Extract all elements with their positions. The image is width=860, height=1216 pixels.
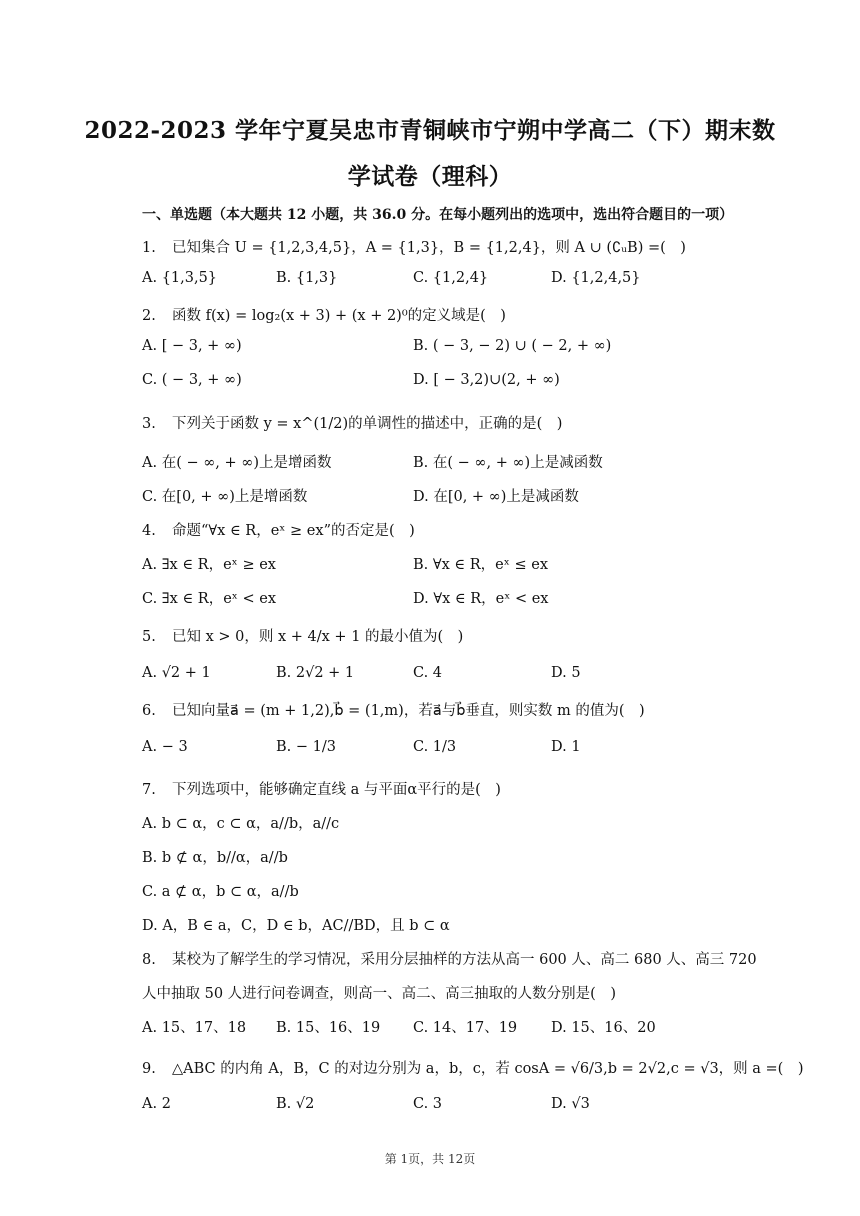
question-text: 函数 f(x) = log₂(x + 3) + (x + 2)⁰的定义域是( )	[172, 308, 506, 324]
question-number: 8.	[142, 952, 156, 968]
question-8-option-d: D. 15、16、20	[551, 1020, 656, 1036]
question-7	[142, 778, 501, 799]
question-text: 已知集合 U = {1,2,3,4,5}，A = {1,3}，B = {1,2,4}，则 A ∪ (∁ᵤB) =( )	[172, 240, 686, 256]
question-2-option-d: D. [ − 3,2)∪(2, + ∞)	[413, 372, 560, 388]
question-6-option-c: C. 1/3	[413, 739, 457, 755]
question-1-option-c: C. {1,2,4}	[413, 270, 489, 286]
question-text: 已知向量a⃗ = (m + 1,2),b⃗ = (1,m)，若a⃗与b⃗垂直，则实数 m 的值为( )	[172, 703, 645, 719]
question-6-option-a: A. − 3	[142, 739, 188, 755]
question-2-option-a: A. [ − 3, + ∞)	[142, 338, 242, 354]
question-6	[142, 699, 645, 720]
question-text: 下列关于函数 y = x^(1/2)的单调性的描述中，正确的是( )	[172, 416, 563, 432]
question-text: 已知 x > 0，则 x + 4/x + 1 的最小值为( )	[172, 629, 464, 645]
question-9-option-c: C. 3	[413, 1096, 443, 1112]
question-6-option-b: B. − 1/3	[276, 739, 336, 755]
question-9	[142, 1057, 804, 1078]
question-4-option-b: B. ∀x ∈ R，eˣ ≤ ex	[413, 557, 549, 573]
question-7-option-c: C. a ⊄ α，b ⊂ α，a//b	[142, 884, 299, 900]
question-3	[142, 412, 562, 433]
question-5-option-d: D. 5	[551, 665, 581, 681]
question-text: △ABC 的内角 A，B，C 的对边分别为 a，b，c，若 cosA = √6/3,b = 2√2,c = √3，则 a =( )	[172, 1061, 804, 1077]
question-7-option-b: B. b ⊄ α，b//α，a//b	[142, 850, 288, 866]
question-9-option-a: A. 2	[142, 1096, 171, 1112]
question-4-option-a: A. ∃x ∈ R，eˣ ≥ ex	[142, 557, 276, 573]
question-7-option-a: A. b ⊂ α，c ⊂ α，a//b，a//c	[142, 816, 340, 832]
question-8-continued: 人中抽取 50 人进行问卷调查，则高一、高二、高三抽取的人数分别是( )	[142, 986, 616, 1002]
question-2-option-c: C. ( − 3, + ∞)	[142, 372, 242, 388]
question-number: 1.	[142, 240, 156, 256]
question-8-option-a: A. 15、17、18	[142, 1020, 247, 1036]
question-number: 5.	[142, 629, 156, 645]
question-9-option-b: B. √2	[276, 1096, 315, 1112]
question-3-option-d: D. 在[0, + ∞)上是减函数	[413, 489, 579, 505]
document-title-line1: 2022-2023 学年宁夏吴忠市青铜峡市宁朔中学高二（下）期末数	[84, 117, 776, 144]
question-1-option-d: D. {1,2,4,5}	[551, 270, 641, 286]
question-5-option-b: B. 2√2 + 1	[276, 665, 355, 681]
question-5	[142, 625, 463, 646]
question-3-option-a: A. 在( − ∞, + ∞)上是增函数	[142, 455, 332, 471]
question-8-option-c: C. 14、17、19	[413, 1020, 518, 1036]
question-number: 2.	[142, 308, 156, 324]
question-text: 某校为了解学生的学习情况，采用分层抽样的方法从高一 600 人、高二 680 人、高三 720	[172, 952, 757, 968]
question-text: 下列选项中，能够确定直线 a 与平面α平行的是( )	[172, 782, 501, 798]
question-4-option-d: D. ∀x ∈ R，eˣ < ex	[413, 591, 549, 607]
question-9-option-d: D. √3	[551, 1096, 590, 1112]
question-number: 4.	[142, 523, 156, 539]
question-8	[142, 948, 757, 969]
question-number: 3.	[142, 416, 156, 432]
question-4	[142, 519, 415, 540]
section-heading: 一、单选题（本大题共 12 小题，共 36.0 分。在每小题列出的选项中，选出符合题目的一项）	[142, 207, 734, 223]
question-7-option-d: D. A，B ∈ a，C，D ∈ b，AC//BD，且 b ⊂ α	[142, 918, 450, 934]
question-8-option-b: B. 15、16、19	[276, 1020, 381, 1036]
question-number: 9.	[142, 1061, 156, 1077]
question-5-option-c: C. 4	[413, 665, 443, 681]
question-number: 6.	[142, 703, 156, 719]
question-6-option-d: D. 1	[551, 739, 581, 755]
page-footer: 第 1页，共 12页	[384, 1152, 476, 1166]
question-1	[142, 236, 686, 257]
question-4-option-c: C. ∃x ∈ R，eˣ < ex	[142, 591, 277, 607]
question-2	[142, 304, 506, 325]
question-text: 命题“∀x ∈ R，eˣ ≥ ex”的否定是( )	[172, 523, 415, 539]
question-1-option-a: A. {1,3,5}	[142, 270, 218, 286]
question-3-option-c: C. 在[0, + ∞)上是增函数	[142, 489, 308, 505]
question-number: 7.	[142, 782, 156, 798]
question-2-option-b: B. ( − 3, − 2) ∪ ( − 2, + ∞)	[413, 338, 612, 354]
question-5-option-a: A. √2 + 1	[142, 665, 211, 681]
question-1-option-b: B. {1,3}	[276, 270, 338, 286]
document-title-line2: 学试卷（理科）	[347, 163, 513, 190]
question-3-option-b: B. 在( − ∞, + ∞)上是减函数	[413, 455, 603, 471]
